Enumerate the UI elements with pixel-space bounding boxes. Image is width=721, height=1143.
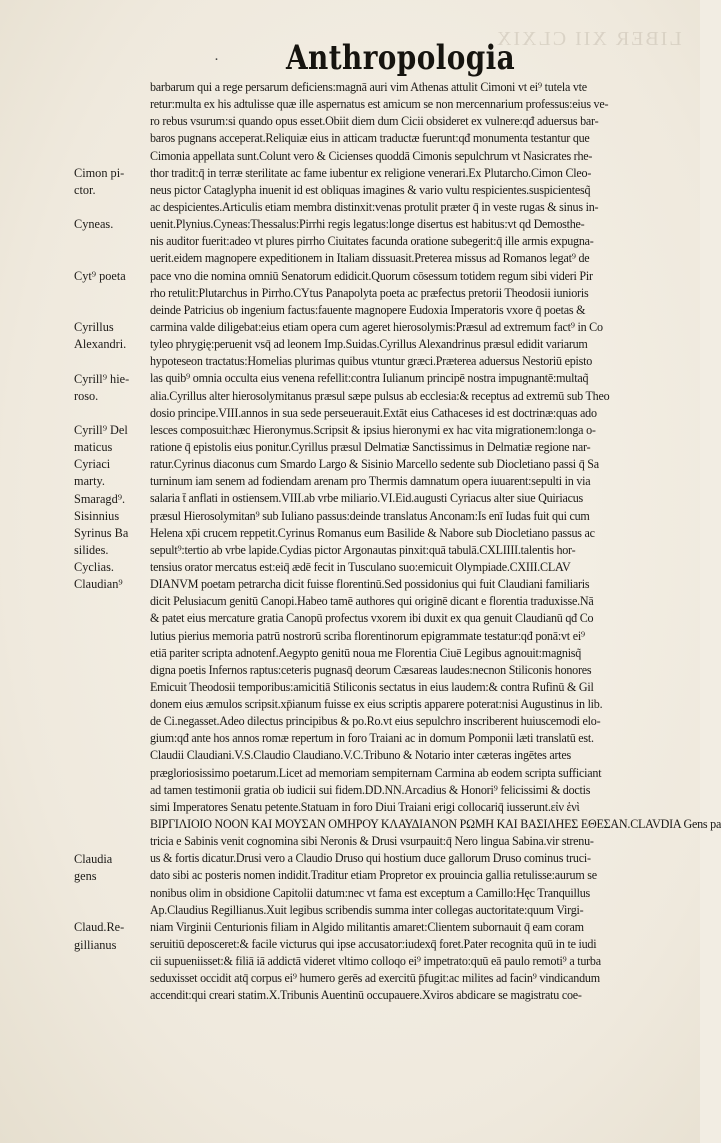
margin-note: Syrinus Ba — [74, 525, 129, 540]
text-line: carmina valde diligebat:eius etiam opera cum ageret hierosolymis:Præsul ad extremum fact⁹ in Co — [150, 319, 603, 334]
text-line: nonibus olim in obsidione Capitolii datum:nec vt fama est exceptum a Camillo:Hęc Tranquillus — [150, 885, 590, 900]
marginal-notes — [74, 70, 150, 1070]
body-text — [150, 79, 721, 1005]
margin-note: Sisinnius — [74, 508, 120, 523]
text-line: sepult⁹:tertio ab vrbe lapide.Cydias pictor Argonautas pinxit:quā tabulā.CXLIIII.talentis hor- — [150, 542, 576, 557]
margin-note: Claud.Re- — [74, 920, 125, 935]
text-line: retur:multa ex his adtulisse quæ ille aspernatus est amicum se non mercennarium professus:eius ve- — [150, 97, 609, 112]
margin-note: Cyrillus — [74, 320, 114, 335]
margin-note: Smaragd⁹. — [74, 491, 126, 506]
text-line: rho retulit:Plutarchus in Pirrho.CYtus Panapolyta poeta ac præfectus pretorii Theodosii iunioris — [150, 285, 589, 300]
margin-note: roso. — [74, 388, 99, 403]
text-line: thor tradit:q̄ in terræ sterilitate ac fame iubentur ex religione venerari.Ex Plutarcho.Cimon Cleo- — [150, 165, 592, 180]
text-line: cii supueniisset:& filiā iā addictā videret vltimo colloqo ei⁹ impetrato:quū eā paulo remoti⁹ a turba — [150, 954, 601, 969]
text-line: tensius orator mercatus est:eiq̄ ædē fecit in Tusculano suo:emicuit Olympiade.CXIII.CLAV — [150, 559, 571, 574]
margin-note: gens — [74, 868, 97, 883]
text-line: ac despicientes.Articulis etiam membra distinxit:venas protulit præter q̄ in veste rugas & sinus in- — [150, 199, 599, 214]
text-line: accendit:qui creari statim.X.Tribunis Auentinū occupauere.Xviros abdicare se magistratu coe- — [150, 988, 582, 1003]
text-line: neus pictor Cataglypha inuenit id est obliquas imagines & vario vultu respicientes.suspicientesq̃ — [150, 182, 591, 197]
margin-note: Cyrill⁹ Del — [74, 423, 128, 437]
text-line: alia.Cyrillus alter hierosolymitanus præsul sæpe pulsus ab ecclesia:& receptus ad extremū sub Theo — [150, 388, 610, 403]
text-line: dicit Pelusiacum genitū Canopi.Habeo tamē authores qui originē dicant e florentia traduxisse.Nā — [150, 594, 594, 609]
text-line: uerit.eidem magnopere expeditionem in Italiam dissuasit.Preterea missus ad Romanos legat⁹ de — [150, 251, 590, 266]
text-line: turninum iam senem ad fodiendam arenam pro Thermis damnatum opera iuuarent:sepulti in via — [150, 474, 591, 489]
margin-note: Cimon pi- — [74, 165, 125, 180]
text-line: de Ci.negasset.Adeo dilectus principibus & po.Ro.vt eius sepulchro inscriberent huiuscemodi elo- — [150, 714, 601, 729]
text-line: ratione q̄ epistolis eius ponitur.Cyrillus præsul Delmatiæ Sanctissimus in Delmatiæ regione nar- — [150, 439, 591, 454]
text-line: ratur.Cyrinus diaconus cum Smardo Largo & Sisinio Marcello sedente sub Diocletiano passi q̄ Sa — [150, 457, 599, 472]
text-line: barbarum qui a rege persarum deficiens:magnā auri vim Athenas attulit Cimoni vt ei⁹ tutela vte — [150, 80, 587, 94]
text-line: lutius pierius memoria patrū nostrorū scriba florentinorum epigrammate testatur:qđ ponā:vt ei⁹ — [150, 628, 585, 643]
text-line: deinde Patricius ob ingenium factus:fauente magnopere Eudoxia Imperatoris vxore q̄ poetas & — [150, 302, 586, 317]
margin-note: silides. — [74, 543, 109, 558]
text-line: Claudii Claudiani.V.S.Claudio Claudiano.V.C.Tribuno & Notario inter cæteras ingētes artes — [150, 748, 572, 763]
text-line: dosio principe.VIII.annos in sua sede perseuerauit.Extāt eius Cathaceses id est doctrinæ:quas ado — [150, 405, 597, 420]
text-line: seruitiū deposceret:& facile victurus qui ipse accusator:iudexq̄ foret.Pater recognita quū in te iudi — [150, 937, 597, 952]
text-line: nis auditor fuerit:adeo vt plures pirrho Ciuitates facunda oratione subegerit:q̄ ille armis expugna- — [150, 234, 594, 249]
text-line: uenit.Plynius.Cyneas:Thessalus:Pirrhi regis legatus:longe disertus est habitus:vt qd Demosthe- — [150, 217, 585, 232]
text-line: & patet eius mercature gratia Canopū profectus vxorem ibi duxit ex qua genuit Claudianū qđ Co — [150, 611, 594, 626]
text-line: dato sibi ac posteris nomen indidit.Traditur etiam Propretor ex prouincia gallia retulisse:aurum se — [150, 868, 597, 883]
margin-note: gillianus — [74, 937, 117, 952]
text-line: niam Virginii Centurionis filiam in Algido militantis amaret:Clientem subornauit q̄ eam coram — [150, 919, 584, 934]
text-line: Helena xp̄i crucem reppetit.Cyrinus Romanus eum Basilide & Nabore sub Diocletiano passus ac — [150, 525, 595, 540]
text-line: ΒΙΡΓΙΛΙΟΙΟ ΝΟΟΝ ΚΑΙ ΜΟΥΣΑΝ ΟΜΗΡΟΥ ΚΛΑΥΔΙΑΝΟΝ ΡΩΜΗ ΚΑΙ ΒΑΣΙΛΗΕΣ ΕΘΕΣΑΝ.CLAVDIA Gens pa — [150, 817, 721, 832]
text-line: Ap.Claudius Regillianus.Xuit legibus scribendis summa inter collegas auctoritate:quum Virgi- — [150, 902, 584, 917]
margin-note: Cyt⁹ poeta — [74, 268, 126, 283]
page-mark: · — [214, 52, 219, 68]
text-line: Emicuit Theodosii temporibus:amicitiā Stiliconis sectatus in eius laudem:& contra Rufinū & Gil — [150, 679, 594, 694]
margin-note: Claudia — [74, 851, 113, 866]
margin-note: maticus — [74, 440, 113, 455]
text-line: DIANVM poetam petrarcha dicit fuisse florentinū.Sed possidonius qui fuit Claudiani familiaris — [150, 577, 590, 592]
text-line: tricia e Sabinis venit cognomina sibi Neronis & Drusi vsurpauit:q̄ Nero lingua Sabina.vir strenu- — [150, 834, 594, 849]
text-line: lesces composuit:hæc Hieronymus.Scripsit & ipsius hieronymi ex hac vita migrationem:longa o- — [150, 422, 596, 437]
text-line: ad tamen testimonii gratia ob iudicii sui fidem.DD.NN.Arcadius & Honori⁹ felicissimi & doctis — [150, 782, 591, 797]
margin-note: marty. — [74, 474, 105, 489]
text-line: pace vno die nomina omniū Senatorum edidicit.Quorum cōsessum totidem regum sibi videri Pir — [150, 268, 593, 283]
text-line: digna poetis Infernos raptus:ceteris pugnasq̄ deorum Cæsareas laudes:necnon Stiliconis honores — [150, 662, 592, 677]
text-line: donem eius æmulos scripsit.xp̄ianum fuisse ex eius scriptis apparere poterat:nisi Augustinus in lib. — [150, 697, 603, 712]
margin-note: Cyclias. — [74, 560, 114, 575]
text-line: tyleo phrygię:peruenit vsq̄ ad leonem Imp.Suidas.Cyrillus Alexandrinus præsul edidit variarum — [150, 337, 588, 352]
text-line: us & fortis dicatur.Drusi vero a Claudio Druso qui hostium duce gallorum Druso cominus truci- — [150, 851, 591, 866]
margin-note: Claudian⁹ — [74, 577, 123, 592]
margin-note: Alexandri. — [74, 337, 127, 352]
margin-note: Cyneas. — [74, 217, 114, 232]
text-line: simi Imperatores Senatu petente.Statuam in foro Diui Traiani erigi collocariq̄ iusserunt.εἰν ἑνὶ — [150, 799, 580, 814]
text-line: las quib⁹ omnia occulta eius venena refellit:contra Iulianum principē nostra impugnantē:multaq̃ — [150, 371, 589, 386]
text-line: etiā pariter scripta adnotenf.Aegypto genitū noua me Florentia Ciuē Legibus agnouit:magnisq̃ — [150, 645, 582, 660]
text-line: præsul Hierosolymitan⁹ sub Iuliano passus:deinde translatus Anconam:Is enī Iudas fuit qui cum — [150, 508, 590, 523]
margin-note: Cyrill⁹ hie- — [74, 371, 130, 386]
margin-note: Cyriaci — [74, 457, 111, 472]
margin-note: ctor. — [74, 182, 96, 197]
bleed-through-text: LIBER XII CLXIX — [495, 28, 682, 50]
text-line: baros pugnans acceperat.Reliquiæ eius in atticam traductæ fuerunt:qđ monumenta testantur que — [150, 131, 590, 146]
text-line: prægloriosissimo poetarum.Licet ad memoriam sempiternam Carmina ab eodem scripta sufficiant — [150, 765, 602, 780]
running-head: Anthropologia — [286, 38, 516, 78]
text-line: ro rebus vsurum:si quando opus esset.Obiit diem dum Cicii obsideret ex vulnere:qđ aduersus bar- — [150, 114, 599, 129]
text-line: salaria t̄ anflati in ostiensem.VIII.ab vrbe miliario.VI.Eid.augusti Cyriacus alter siue Quiriacus — [150, 491, 583, 506]
text-line: seduxisset occidit atq̄ corpus ei⁹ humero gerēs ad exercitū p̄fugit:ac milites ad facin⁹ vindicandum — [150, 971, 600, 986]
text-line: hypoteseon tractatus:Homelias plurimas quibus vtuntur græci.Præterea aduersus Nestoriū episto — [150, 354, 593, 369]
text-line: Cimonia appellata sunt.Colunt vero & Cicienses quoddā Cimonis sepulchrum vt Nasicrates rhe- — [150, 148, 593, 163]
text-line: gium:qđ ante hos annos romæ repertum in foro Traiani ac in domum Pomponii læti translatū est. — [150, 731, 594, 746]
